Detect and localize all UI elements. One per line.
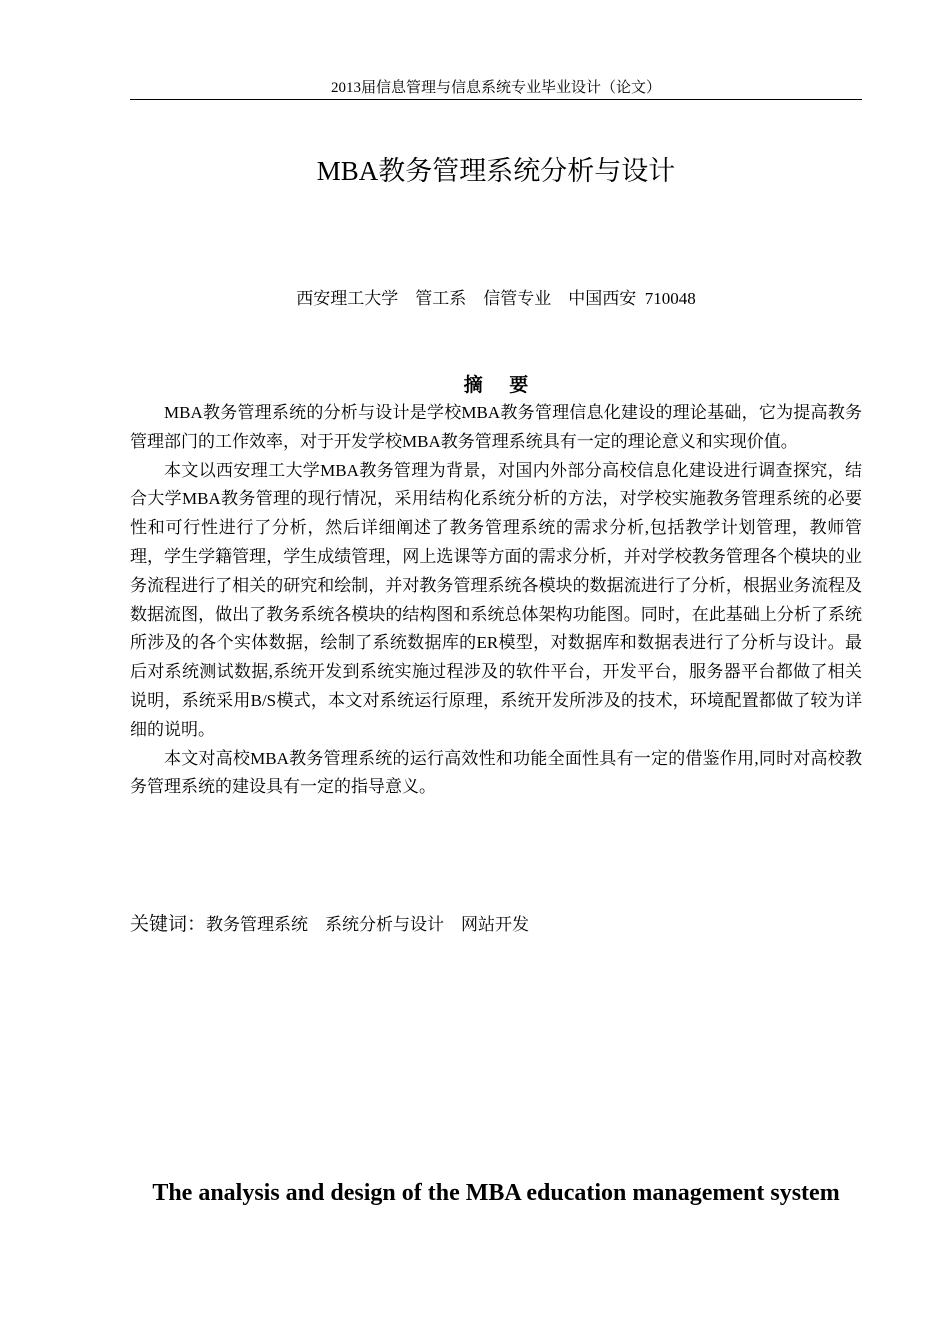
- abstract-heading: 摘 要: [463, 374, 529, 396]
- abstract-paragraph: 本文对高校MBA教务管理系统的运行高效性和功能全面性具有一定的借鉴作用,同时对高校教务管理系统的建设具有一定的指导意义。: [130, 748, 862, 797]
- keywords-line: [130, 910, 862, 939]
- keywords-list: 教务管理系统 系统分析与设计 网站开发: [206, 915, 530, 934]
- abstract-body: [130, 399, 862, 802]
- author-affiliation: 西安理工大学 管工系 信管专业 中国西安 710048: [296, 289, 696, 308]
- header-divider: [130, 99, 862, 100]
- english-title: The analysis and design of the MBA education management system: [152, 1180, 840, 1206]
- paper-title: MBA教务管理系统分析与设计: [316, 156, 676, 186]
- keywords-label: 关键词：: [130, 913, 207, 935]
- abstract-paragraph: MBA教务管理系统的分析与设计是学校MBA教务管理信息化建设的理论基础，它为提高教务管理部门的工作效率，对于开发学校MBA教务管理系统具有一定的理论意义和实现价值。: [130, 403, 862, 451]
- running-header: 2013届信息管理与信息系统专业毕业设计（论文）: [330, 80, 661, 96]
- abstract-paragraph: 本文以西安理工大学MBA教务管理为背景，对国内外部分高校信息化建设进行调查探究，结合大学MBA教务管理的现行情况，采用结构化系统分析的方法，对学校实施教务管理系统的必要性和可行性进行了分析，然后详细阐述了教务管理系统的需求分析,包括教学计划管理，教师管理，学生学籍管理，学生成绩管理，网上选课等方面的需求分析，并对学校教务管理各个模块的业务流程进行了相关的研究和绘制，并对教务管理系统各模块的数据流进行了分析，根据业务流程及数据流图，做出了教务系统各模块的结构图和系统总体架构功能图。同时，在此基础上分析了系统所涉及的各个实体数据，绘制了系统数据库的ER模型，对数据库和数据表进行了分析与设计。最后对系统测试数据,系统开发到系统实施过程涉及的软件平台，开发平台，服务器平台都做了相关说明，系统采用B/S模式，本文对系统运行原理，系统开发所涉及的技术，环境配置都做了较为详细的说明。: [130, 460, 862, 739]
